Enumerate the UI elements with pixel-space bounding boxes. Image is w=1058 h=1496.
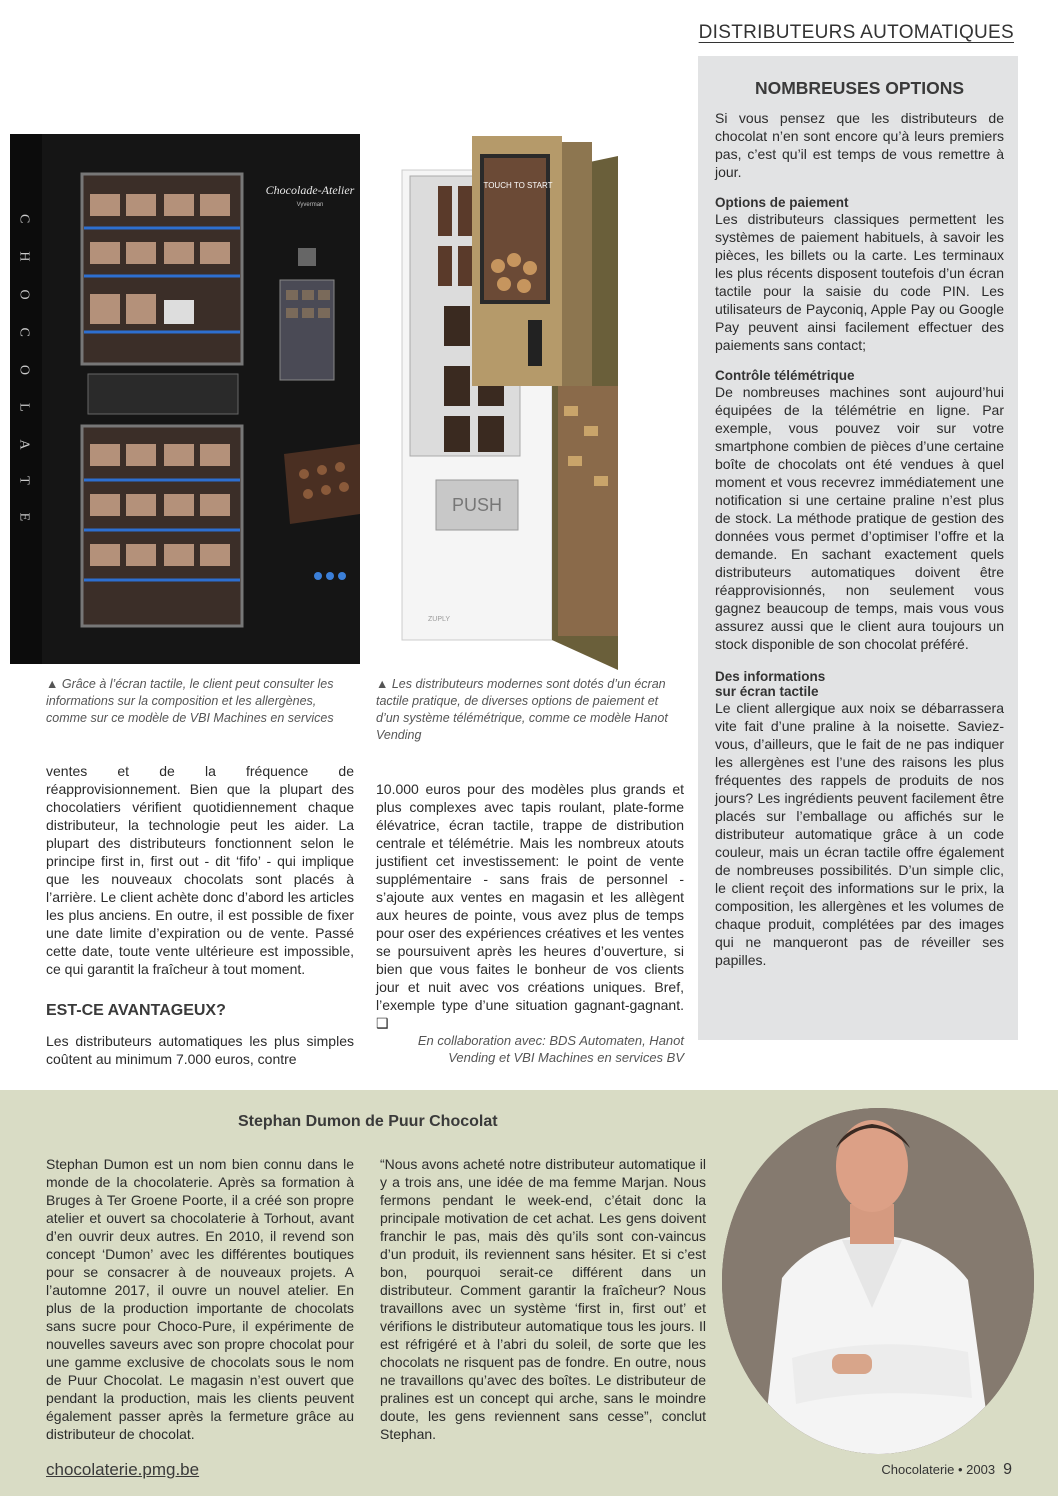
col1-paragraph-2: Les distributeurs automatiques les plus simples coûtent au minimum 7.000 euros, contre [46, 1033, 354, 1067]
caption-right: ▲ Les distributeurs modernes sont dotés d’un écran tactile pratique, de diverses options de paiement et d’un système télémétrique, comme ce modèle Hanot Vending [376, 677, 668, 742]
sidebar-subheading-touchscreen-2: sur écran tactile [715, 684, 819, 699]
sidebar-subheading-telemetry: Contrôle télémétrique [715, 368, 855, 383]
page-number: 9 [1003, 1461, 1012, 1478]
col1-heading: EST-CE AVANTAGEUX? [46, 1002, 226, 1019]
sidebar-text-telemetry: De nombreuses machines sont aujourd’hui équipées de la télémétrie en ligne. Par exemple, vous pouvez voir sur votre smartphone combien de pièces d’une certaine boîte de chocolats ont été vendues à quel moment et vous recevrez immédiatement une notification si une certaine praline n’est plus de stock. La méthode pratique de gestion des données vous permet d’optimiser l’offre et la demande. En sachant exactement quels distributeurs automatiques doivent être réapprovisionnés, non seulement vous gagnez beaucoup de temps, mais vous vous assurez aussi que le client aura toujours un stock disponible de son chocolat préféré. [715, 384, 1004, 652]
profile-column-2: “Nous avons acheté notre distributeur automatique il y a trois ans, une idée de ma femme Marjan. Nous fermons pendant le week-end, c’était donc la principale motivation de cet achat. Les gens doivent franchir le pas, mais dès qu’ils sont con-vaincus d’un produit, ils reviennent sans hésiter. Et si c’est bon, pourquoi serait-ce différent dans un distributeur. Comment garantir la fraîcheur? Nous travaillons avec un système ‘first in, first out’ et vérifions le distributeur automatique tous les jours. Il est réfrigéré et à l’abri du soleil, de sorte que les chocolats ne risquent pas de fondre. En outre, nous ne travaillons qu’avec des boîtes. Le distributeur de pralines est un concept qui arche, sans le moindre doute, les gens reviennent sans cesse”, conclut Stephan. [380, 1156, 706, 1442]
section-header: DISTRIBUTEURS AUTOMATIQUES [698, 22, 1014, 43]
left-brand-sub-text: Vyverman [296, 202, 324, 208]
right-push-text: PUSH [451, 495, 503, 515]
profile-title: Stephan Dumon de Puur Chocolat [238, 1113, 498, 1130]
vending-machine-photo-left [4, 124, 366, 670]
profile-column-1: Stephan Dumon est un nom bien connu dans le monde de la chocolaterie. Après sa formation à Bruges à Ter Groene Poorte, il a créé son propre atelier et ouvert sa chocolaterie à Torhout, avant d’en ouvrir deux autres. En 2010, il revend son concept ‘Dumon’ avec les différentes boutiques pour se consacrer à de nouveaux projets. A l’automne 2017, il ouvre un nouvel atelier. En plus de la production importante de chocolats sans sucre pour Choco-Pure, il expérimente de nouvelles saveurs avec son propre chocolat pour une gamme exclusive de chocolats sous le nom de Puur Chocolat. Le magasin n’est ouvert que pendant la production, mais les clients peuvent également passer après la fermeture grâce au distributeur de chocolat. [46, 1156, 354, 1442]
sidebar-text-payment: Les distributeurs classiques permettent les systèmes de paiement habituels, à savoir les pièces, les billets ou la carte. Les terminaux les plus récents disposent toutefois d’un écran tactile pour la saisie du code PIN. Les utilisateurs de Payconiq, Apple Pay ou Google Pay peuvent ainsi facilement effectuer des paiements sans contact; [715, 211, 1004, 353]
right-screen-text: TOUCH TO START [483, 181, 553, 190]
column-1 [46, 762, 354, 978]
sidebar-subheading-touchscreen-1: Des informations [715, 669, 826, 684]
col2-paragraph-1: 10.000 euros pour des modèles plus grands et plus complexes avec tapis roulant, plate-forme élévatrice, écran tactile, trappe de distribution centrale et télémétrie. Mais les nombreux atouts justifient cet investissement: le point de vente supplémentaire - sans frais de personnel - s’ajoute aux ventes en magasin et les allègent aux heures de pointe, vous avez plus de temps pour oser des expériences créatives et les ventes se poursuivent après les heures d’ouverture, si bien que vous faites le bonheur de vos clients jour et nuit avec vos créations uniques. Bref, l’exemple type d’une situation gagnant-gagnant. ❑ [376, 781, 684, 1031]
right-logo-text: ZUPLY [428, 616, 451, 623]
footer-website-link[interactable]: chocolaterie.pmg.be [46, 1460, 200, 1479]
left-side-text: CHOCOLATE [16, 214, 32, 550]
caption-left: ▲ Grâce à l’écran tactile, le client peut consulter les informations sur la composition et les allergènes, comme sur ce modèle de VBI Machines en services [46, 677, 334, 725]
vending-machine-photo-right [388, 136, 688, 670]
footer-magazine [881, 1461, 1012, 1479]
collaboration-credit: En collaboration avec: BDS Automaten, Hanot Vending et VBI Machines en services BV [417, 1033, 684, 1065]
col1-paragraph-1: ventes et de la fréquence de réapprovisionnement. Bien que la plupart des chocolatiers vérifient quotidiennement chaque distributeur, la technologie peut les aider. La plupart des distributeurs fonctionnent selon le principe first in, first out - dit ‘fifo’ - qui implique que les nouveaux chocolats sont placés à l’arrière. Le client achète donc d’abord les articles les plus anciens. En outre, il est possible de fixer une date limite d’expiration ou de vente. Passé cette date, toute vente ultérieure est impossible, ce qui garantit la fraîcheur à tout moment. [46, 763, 354, 977]
footer-magazine-name: Chocolaterie • 2003 [881, 1462, 996, 1477]
portrait-photo [722, 1108, 1034, 1454]
sidebar-title: NOMBREUSES OPTIONS [754, 78, 965, 98]
sidebar-options [698, 56, 1018, 1040]
left-brand-text: Chocolade-Atelier [265, 183, 355, 197]
sidebar-subheading-payment: Options de paiement [715, 195, 849, 210]
sidebar-text-touchscreen: Le client allergique aux noix se débarrassera vite fait d’une praline à la noisette. Saviez-vous, d’ailleurs, que le fait de ne pas indiquer les allergènes est l’une des raisons les plus fréquentes des rappels de produits de nos jours? Les ingrédients peuvent facilement être placés sur l’emballage ou affichés sur le distributeur automatique grâce à un code couleur, mais un écran tactile offre également de nombreuses possibilités. D’un simple clic, le client reçoit des informations sur le prix, la composition, les allergènes et les volumes de chaque produit, complétées par des images qui ne manqueront pas de réveiller ses papilles. [715, 700, 1004, 968]
sidebar-intro: Si vous pensez que les distributeurs de chocolat n’en sont encore qu’à leurs premiers pas, c’est qu’il est temps de vous remettre à jour. [715, 110, 1004, 180]
